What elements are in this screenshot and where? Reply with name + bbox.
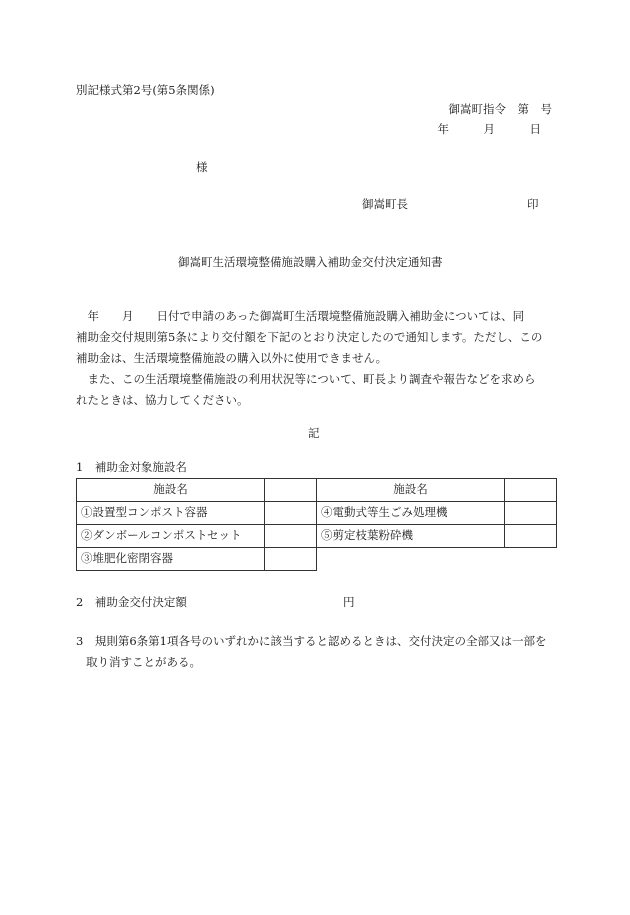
section3-text [76,631,554,673]
empty-cell [505,548,557,571]
seal-mark: 印 [527,197,539,211]
table-row [77,502,557,525]
facility-item: ④電動式等生ごみ処理機 [317,502,505,525]
facility-item: ①設置型コンポスト容器 [77,502,265,525]
body-p2-line1: また、この生活環境整備施設の利用状況等について、町長より調査や報告などを求めら [76,372,536,386]
check-cell [505,479,557,502]
table-row [77,548,557,571]
form-label: 別記様式第2号(第5条関係) [76,83,215,97]
col-header-right: 施設名 [317,479,505,502]
check-cell [265,479,317,502]
empty-cell [317,548,505,571]
facility-item: ⑤剪定枝葉粉砕機 [317,525,505,548]
section1-heading: 1 補助金対象施設名 [76,460,187,474]
section3-line1: 3 規則第6条第1項各号のいずれかに該当すると認めるときは、交付決定の全部又は一部を [76,634,547,648]
facility-table [76,478,557,571]
check-cell [265,525,317,548]
facility-item: ②ダンボールコンポストセット [77,525,265,548]
body-p2-line2: れたときは、協力してください。 [76,393,249,407]
check-cell [265,502,317,525]
body-p1-line1: 年 月 日付で申請のあった御嵩町生活環境整備施設購入補助金については、同 [76,309,525,323]
ki-mark: 記 [308,426,320,440]
amount-unit: 円 [343,595,355,609]
section2-heading: 2 補助金交付決定額 [76,595,187,609]
check-cell [505,525,557,548]
document-title: 御嵩町生活環境整備施設購入補助金交付決定通知書 [178,255,443,269]
check-cell [265,548,317,571]
body-p1-line2: 補助金交付規則第5条により交付額を下記のとおり決定したので通知します。ただし、この [76,330,543,344]
issuer-number: 御嵩町指令 第 号 [448,102,552,116]
recipient-suffix: 様 [196,160,208,174]
table-header-row [77,479,557,502]
body-p1-line3: 補助金は、生活環境整備施設の購入以外に使用できません。 [76,351,388,365]
date-line: 年 月 日 [437,122,541,136]
table-row [77,525,557,548]
facility-item: ③堆肥化密閉容器 [77,548,265,571]
check-cell [505,502,557,525]
section3-line2: 取り消すことがある。 [86,655,201,669]
sender-name: 御嵩町長 [362,197,408,211]
col-header-left: 施設名 [77,479,265,502]
